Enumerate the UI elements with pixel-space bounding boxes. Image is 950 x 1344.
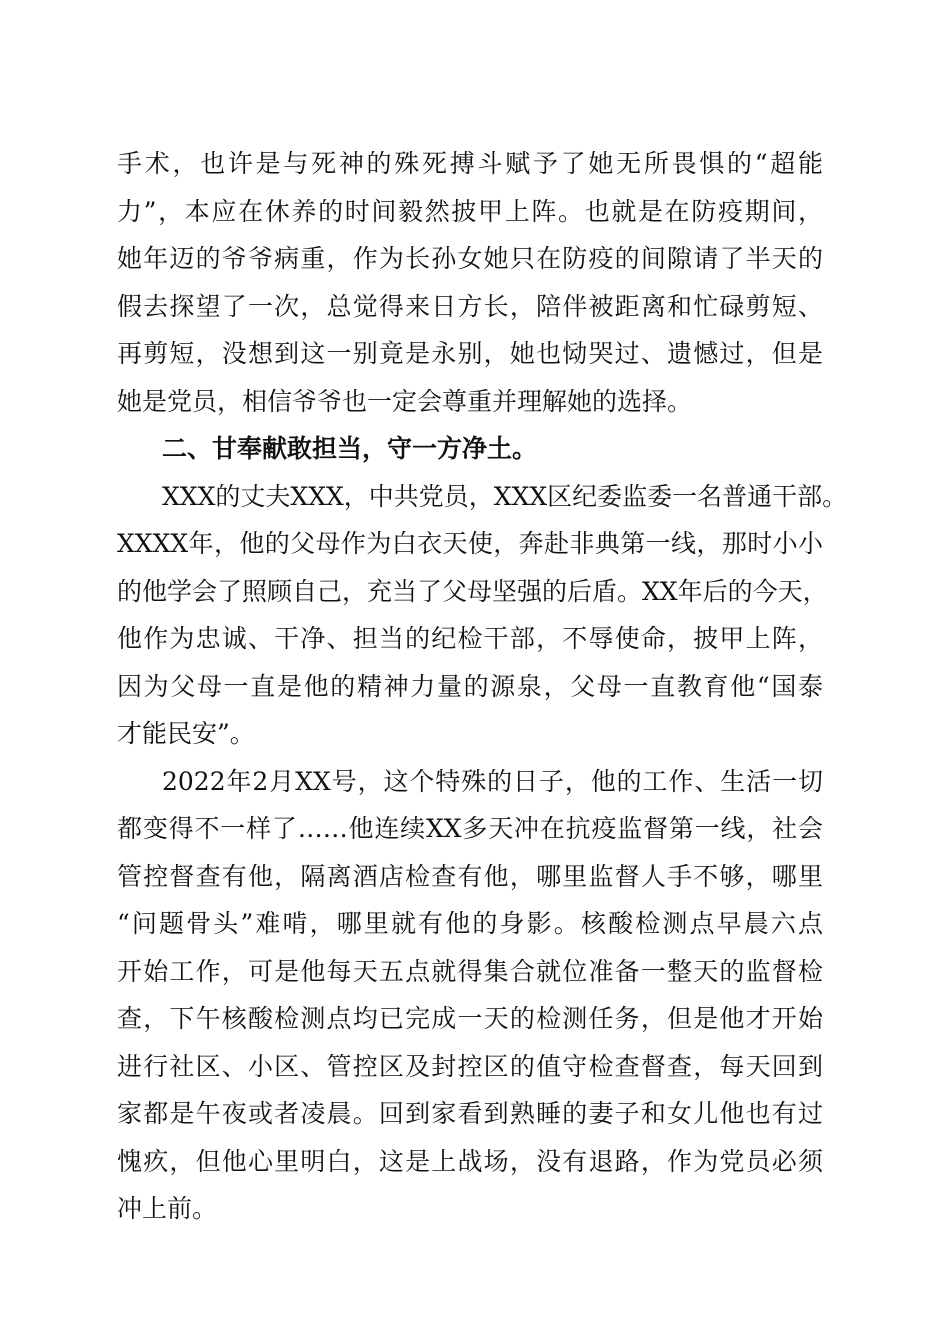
section-heading-text: 二、甘奉献敢担当，守一方净土。 <box>162 434 538 463</box>
text-line: 才能民安”。 <box>117 719 255 748</box>
text-line: 她是党员，相信爷爷也一定会尊重并理解她的选择。 <box>117 386 693 416</box>
text-line: 的他学会了照顾自己，充当了父母坚强的后盾。XX年后的今天， <box>117 576 828 606</box>
section-heading <box>117 425 823 473</box>
text-line: 查，下午核酸检测点均已完成一天的检测任务，但是他才开始 <box>117 1004 823 1033</box>
text-line: 进行社区、小区、管控区及封控区的值守检查督查，每天回到 <box>117 1051 823 1081</box>
paragraph-continuation <box>117 140 823 425</box>
paragraph <box>117 473 848 758</box>
text-line: 都变得不一样了……他连续XX多天冲在抗疫监督第一线，社会 <box>117 814 823 843</box>
text-line: 力”，本应在休养的时间毅然披甲上阵。也就是在防疫期间， <box>117 196 823 226</box>
text-line: 2022年2月XX号，这个特殊的日子，他的工作、生活一切 <box>162 766 823 796</box>
document-body <box>117 140 848 1233</box>
text-line: “问题骨头”难啃，哪里就有他的身影。核酸检测点早晨六点 <box>117 909 823 938</box>
text-line: 冲上前。 <box>117 1194 218 1223</box>
text-line: 愧疚，但他心里明白，这是上战场，没有退路，作为党员必须 <box>117 1146 823 1176</box>
text-line: 她年迈的爷爷病重，作为长孙女她只在防疫的间隙请了半天的 <box>117 244 823 273</box>
text-line: 管控督查有他，隔离酒店检查有他，哪里监督人手不够，哪里 <box>117 861 823 891</box>
text-line: 因为父母一直是他的精神力量的源泉，父母一直教育他“国泰 <box>117 671 823 701</box>
text-line: XXXX年，他的父母作为白衣天使，奔赴非典第一线，那时小小 <box>117 529 823 558</box>
text-line: 家都是午夜或者凌晨。回到家看到熟睡的妻子和女儿他也有过 <box>117 1099 823 1128</box>
text-line: 再剪短，没想到这一别竟是永别，她也恸哭过、遗憾过，但是 <box>117 339 823 368</box>
text-line: 开始工作，可是他每天五点就得集合就位准备一整天的监督检 <box>117 956 823 986</box>
text-line: 假去探望了一次，总觉得来日方长，陪伴被距离和忙碌剪短、 <box>117 291 823 321</box>
text-line: 他作为忠诚、干净、担当的纪检干部，不辱使命，披甲上阵， <box>117 624 823 653</box>
text-line: 手术，也许是与死神的殊死搏斗赋予了她无所畏惧的“超能 <box>117 149 823 178</box>
text-line: XXX的丈夫XXX，中共党员，XXX区纪委监委一名普通干部。 <box>162 481 848 511</box>
paragraph <box>117 758 823 1233</box>
